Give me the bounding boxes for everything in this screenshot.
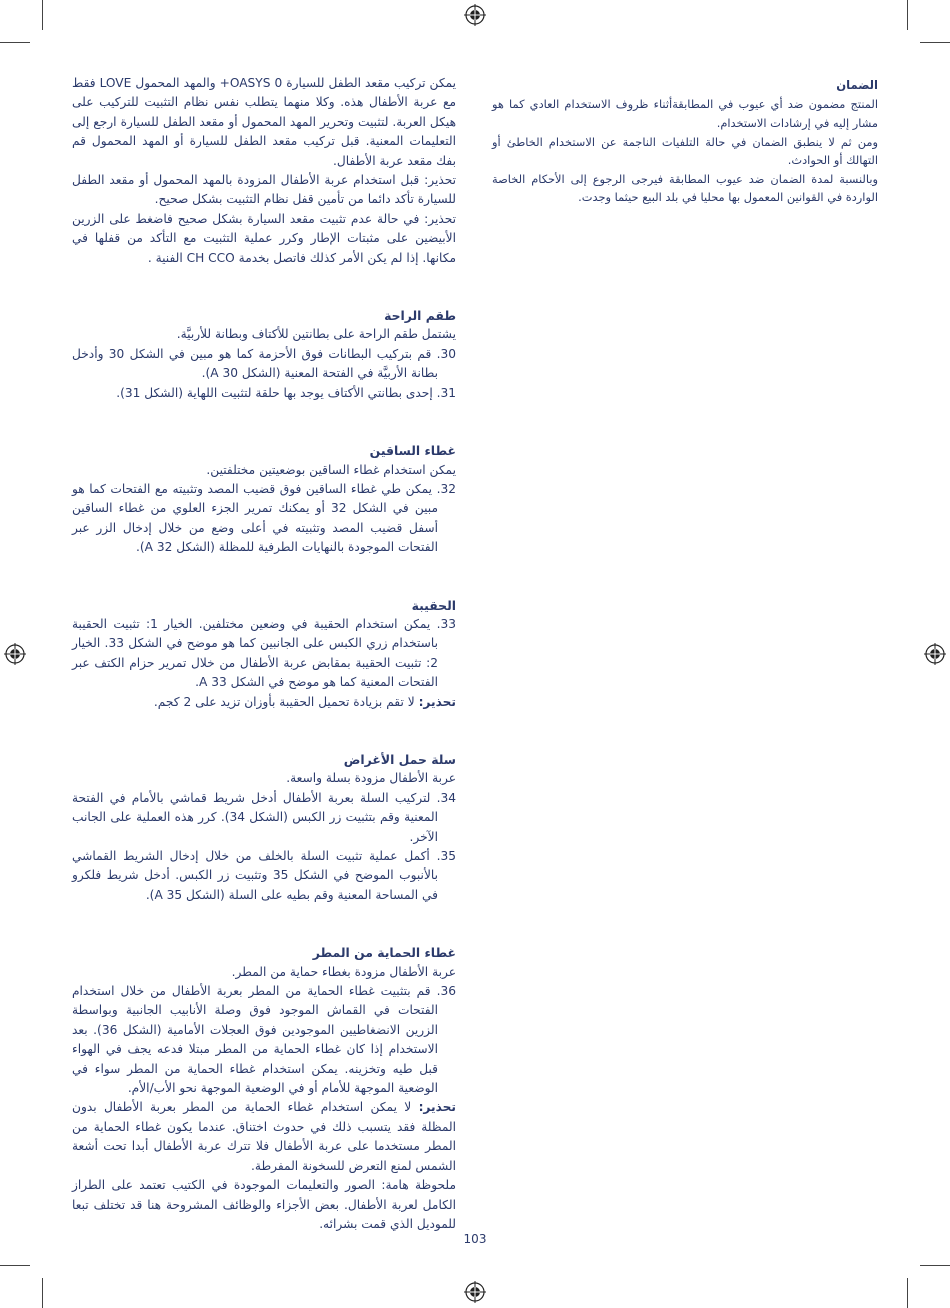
list-item [72, 982, 456, 1098]
comfort-kit-list [72, 345, 456, 403]
crop-mark [0, 42, 30, 43]
instructions-column [72, 74, 456, 1234]
list-item [72, 615, 456, 693]
crop-mark [920, 1265, 950, 1266]
item-number: 36. [436, 984, 456, 999]
item-text: قم بتركيب البطانات فوق الأحزمة كما هو مبين في الشكل 30 وأدخل بطانة الأربيَّة في الفتحة المعنية (الشكل 30 A). [72, 346, 438, 381]
list-item [72, 384, 456, 403]
basket-lead: عربة الأطفال مزودة بسلة واسعة. [286, 771, 456, 786]
section-gap [72, 712, 456, 750]
intro-paragraph: يمكن تركيب مقعد الطفل للسيارة OASYS 0+ والمهد المحمول LOVE فقط مع عربة الأطفال هذه. وكلا منهما يتطلب نفس نظام التثبيت للتركيب على هيكل العربة. لتثبيت وتحرير المهد المحمول أو مقعد الطفل للسيارة ارجع إلى التعليمات المعنية. قبل تركيب مقعد الطفل للسيارة أو المهد المحمول قم بفك مقعد عربة الأطفال. [72, 76, 457, 168]
rain-cover-lead: عربة الأطفال مزودة بغطاء حماية من المطر. [231, 964, 456, 979]
crop-mark [42, 1278, 43, 1308]
item-text: قم بتثبيت غطاء الحماية من المطر بعربة الأطفال من خلال استخدام الفتحات في القماش الموجود فوق وصلة الأنابيب الجانبية وبواسطة الزرين الانضغاطيين الموجودين فوق العجلات الأمامية (الشكل 36). بعد الاستخدام إذا كان غطاء الحماية من المطر مبتلا فدعه يجف في الهواء قبل طيه وتخزينه. يمكن استخدام غطاء الحماية من المطر سواء في الوضعية الموجهة للأمام أو في الوضعية الموجهة نحو الأب/الأم. [72, 984, 439, 1096]
intro-warning: تحذير: قبل استخدام عربة الأطفال المزودة بالمهد المحمول أو مقعد الطفل للسيارة تأكد دائما من تأمين قفل نظام التثبيت بشكل صحيح. [72, 173, 456, 207]
item-number: 31. [436, 385, 456, 400]
registration-mark-icon [924, 643, 946, 665]
section-gap [72, 403, 456, 441]
warranty-heading: الضمان [836, 78, 878, 92]
item-text: لتركيب السلة بعربة الأطفال أدخل شريط قماشي بالأمام في الفتحة المعنية وقم بتثبيت زر الكبس (الشكل 34). كرر هذه العملية على الجانب الآخر. [72, 790, 438, 844]
leg-cover-lead: يمكن استخدام غطاء الساقين بوضعيتين مختلفتين. [206, 462, 456, 477]
warning-text: لا تقم بزيادة تحميل الحقيبة بأوزان تزيد على 2 كجم. [153, 694, 419, 709]
warning-text: لا يمكن استخدام غطاء الحماية من المطر بعربة الأطفال بدون المظلة فقد يتسبب ذلك في حدوث اختناق. عندما يكون غطاء الحماية من المطر مستخدما على عربة الأطفال فلا تترك عربة الأطفال أبدا تحت أشعة الشمس لمنع التعرض للسخونة المفرطة. [72, 1100, 456, 1173]
item-text: يمكن طي غطاء الساقين فوق قضيب المصد وتثبيته مع الفتحات كما هو مبين في الشكل 32 أو يمكنك تمرير الجزء العلوي من غطاء الساقين أسفل قضيب المصد وتثبيته في أعلى وضع من خلال إدخال الزر عبر الفتحات الموجودة بالنهايات الطرفية للمظلة (الشكل 32 A). [72, 481, 438, 555]
bag-warning [72, 693, 456, 712]
item-number: 35. [436, 849, 456, 863]
bag-list [72, 615, 456, 693]
section-gap [72, 268, 456, 306]
crop-mark [920, 42, 950, 43]
rain-cover-warning [72, 1098, 456, 1176]
crop-mark [907, 1278, 908, 1308]
basket-list [72, 789, 456, 905]
registration-mark-icon [4, 643, 26, 665]
list-item [72, 480, 457, 558]
warning-label: تحذير: [418, 1100, 456, 1115]
section-gap [72, 905, 456, 943]
item-text: أكمل عملية تثبيت السلة بالخلف من خلال إدخال الشريط القماشي بالأنبوب الموضح في الشكل 35 وتثبيت زر الكبس. أدخل شريط فلكرو في المساحة المعنية وقم بطيه على السلة (الشكل 35 A). [72, 849, 439, 902]
warning-label: تحذير: [418, 694, 456, 709]
important-note: ملحوظة هامة: الصور والتعليمات الموجودة في الكتيب تعتمد على الطراز الكامل لعربة الأطفال. بعض الأجزاء والوظائف المشروحة هنا قد تختلف تبعا للموديل الذي قمت بشرائه. [72, 1178, 456, 1231]
warranty-paragraph: المنتج مضمون ضد أي عيوب في المطابقةأثناء ظروف الاستخدام العادي كما هو مشار إليه في إرشادات الاستخدام. [492, 97, 878, 130]
comfort-kit-lead: يشتمل طقم الراحة على بطانتين للأكتاف وبطانة للأربيَّة. [176, 327, 456, 342]
warranty-column [492, 76, 878, 207]
warranty-paragraph: ومن ثم لا ينطبق الضمان في حالة التلفيات الناجمة عن الاستخدام الخاطئ أو التهالك أو الحوادث. [492, 134, 878, 168]
section-gap [72, 558, 456, 596]
crop-mark [42, 0, 43, 30]
registration-mark-icon [464, 4, 486, 26]
leg-cover-heading: غطاء الساقين [369, 443, 456, 459]
crop-mark [907, 0, 908, 30]
page-number: 103 [463, 1232, 487, 1246]
item-number: 32. [436, 481, 457, 496]
basket-heading: سلة حمل الأغراض [343, 751, 456, 767]
leg-cover-list [72, 480, 456, 558]
item-number: 34. [436, 790, 457, 805]
rain-cover-list [72, 982, 456, 1098]
crop-mark [0, 1265, 30, 1266]
bag-heading: الحقيبة [411, 597, 456, 613]
list-item [72, 345, 456, 384]
registration-mark-icon [464, 1281, 486, 1303]
intro-warning: تحذير: في حالة عدم تثبيت مقعد السيارة بشكل صحيح فاضغط على الزرين الأبيضين على مثبتات الإطار وكرر عملية التثبيت مع التأكد من قفلها في مكانها. إذا لم يكن الأمر كذلك فاتصل بخدمة CH CCO الفنية . [72, 211, 456, 265]
item-text: يمكن استخدام الحقيبة في وضعين مختلفين. الخيار 1: تثبيت الحقيبة باستخدام زري الكبس على الجانبين كما هو موضح في الشكل 33. الخيار 2: تثبيت الحقيبة بمقابض عربة الأطفال من خلال تمرير حزام الكتف عبر الفتحات المعنية كما هو موضح في الشكل 33 A. [72, 616, 438, 690]
comfort-kit-heading: طقم الراحة [384, 308, 456, 324]
rain-cover-heading: غطاء الحماية من المطر [312, 945, 456, 961]
item-number: 30. [436, 346, 456, 361]
list-item [72, 847, 456, 905]
item-number: 33. [436, 616, 456, 631]
warranty-paragraph: وبالنسبة لمدة الضمان ضد عيوب المطابقة فيرجى الرجوع إلى الأحكام الخاصة الواردة في القوانين المعمول بها محليا في بلد البيع حيثما وجدت. [492, 171, 878, 205]
item-text: إحدى بطانتي الأكتاف يوجد بها حلقة لتثبيت اللهاية (الشكل 31). [116, 385, 433, 400]
list-item [72, 789, 457, 847]
